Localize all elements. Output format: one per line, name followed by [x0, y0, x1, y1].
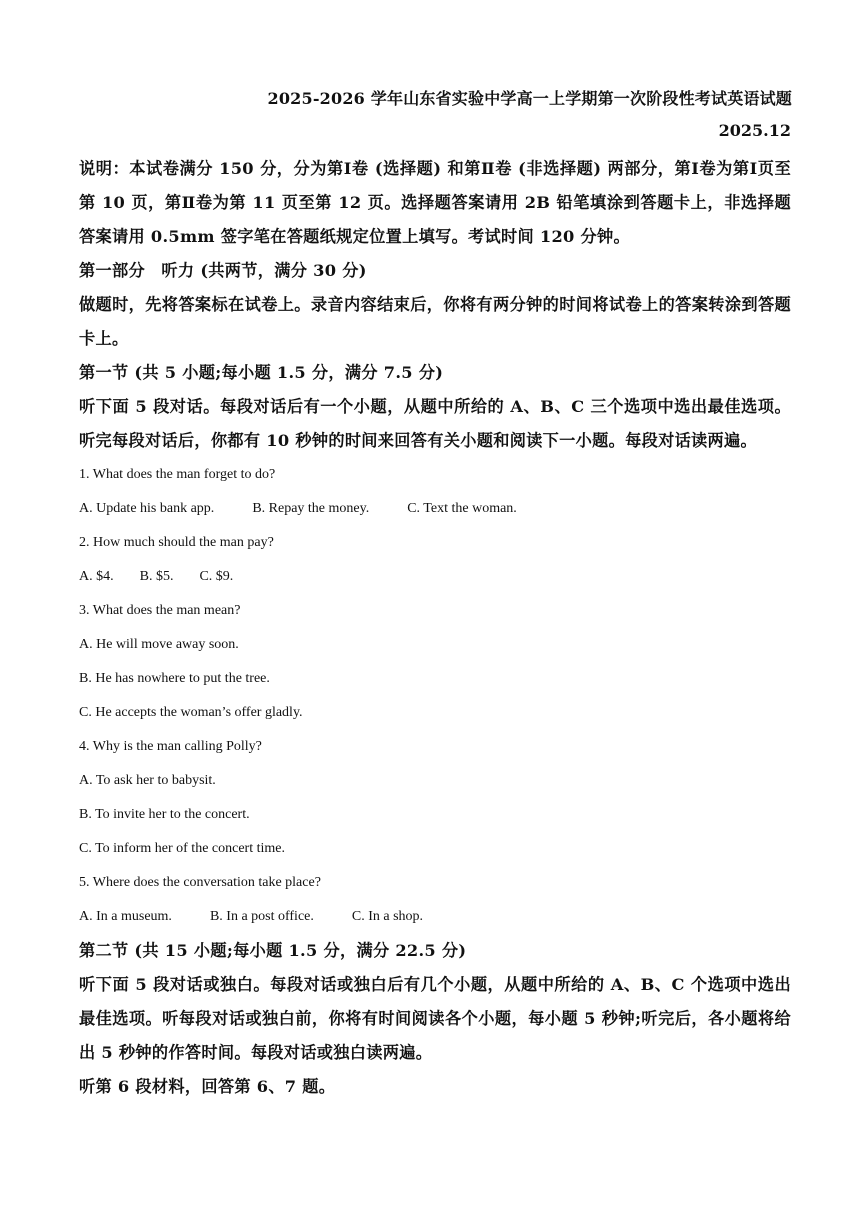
question-2-option-c: C. $9. — [199, 569, 234, 584]
exam-date: 2025.12 — [718, 121, 791, 140]
question-2-option-b: B. $5. — [139, 569, 174, 584]
question-5-option-c: C. In a shop. — [351, 909, 424, 924]
question-2-options — [79, 560, 791, 594]
question-1-option-a: A. Update his bank app. — [79, 501, 215, 516]
question-4-option-b: B. To invite her to the concert. — [79, 807, 250, 822]
exam-instructions: 说明：本试卷满分 150 分，分为第Ⅰ卷 (选择题) 和第Ⅱ卷 (非选择题) 两部分，第Ⅰ卷为第Ⅰ页至第 10 页，第Ⅱ卷为第 11 页至第 12 页。选择题答案请用 2B 铅笔填涂到答题卡上，非选择题答案请用 0.5mm 签字笔在答题纸规定位置上填写。考试时间 120 分钟。 — [79, 159, 791, 246]
question-5: 5. Where does the conversation take place? — [79, 875, 321, 890]
question-4-option-a: A. To ask her to babysit. — [79, 773, 216, 788]
question-4: 4. Why is the man calling Polly? — [79, 739, 262, 754]
question-3-option-c: C. He accepts the woman’s offer gladly. — [79, 705, 303, 720]
question-5-options — [79, 900, 791, 934]
question-4-option-c: C. To inform her of the concert time. — [79, 841, 285, 856]
exam-body — [79, 152, 791, 1104]
part1-note: 做题时，先将答案标在试卷上。录音内容结束后，你将有两分钟的时间将试卷上的答案转涂到答题卡上。 — [79, 295, 791, 348]
material-6-prompt: 听第 6 段材料，回答第 6、7 题。 — [79, 1077, 336, 1096]
section2-heading: 第二节 (共 15 小题;每小题 1.5 分，满分 22.5 分) — [79, 941, 467, 960]
question-2-option-a: A. $4. — [79, 569, 114, 584]
section1-directions: 听下面 5 段对话。每段对话后有一个小题，从题中所给的 A、B、C 三个选项中选出最佳选项。听完每段对话后，你都有 10 秒钟的时间来回答有关小题和阅读下一小题。每段对话读两遍。 — [79, 397, 791, 450]
question-3: 3. What does the man mean? — [79, 603, 241, 618]
question-1-option-b: B. Repay the money. — [252, 501, 370, 516]
question-3-option-a: A. He will move away soon. — [79, 637, 239, 652]
exam-title: 2025-2026 学年山东省实验中学高一上学期第一次阶段性考试英语试题 — [267, 89, 792, 108]
section2-directions: 听下面 5 段对话或独白。每段对话或独白后有几个小题，从题中所给的 A、B、C 个选项中选出最佳选项。听每段对话或独白前，你将有时间阅读各个小题，每小题 5 秒钟;听完后，各小题将给出 5 秒钟的作答时间。每段对话或独白读两遍。 — [79, 975, 791, 1062]
question-3-option-b: B. He has nowhere to put the tree. — [79, 671, 270, 686]
question-1: 1. What does the man forget to do? — [79, 467, 276, 482]
question-2: 2. How much should the man pay? — [79, 535, 274, 550]
section1-heading: 第一节 (共 5 小题;每小题 1.5 分，满分 7.5 分) — [79, 363, 444, 382]
question-5-option-b: B. In a post office. — [209, 909, 314, 924]
question-5-option-a: A. In a museum. — [79, 909, 172, 924]
question-1-option-c: C. Text the woman. — [407, 501, 517, 516]
question-1-options — [79, 492, 791, 526]
part1-heading: 第一部分 听力 (共两节，满分 30 分) — [79, 261, 367, 280]
